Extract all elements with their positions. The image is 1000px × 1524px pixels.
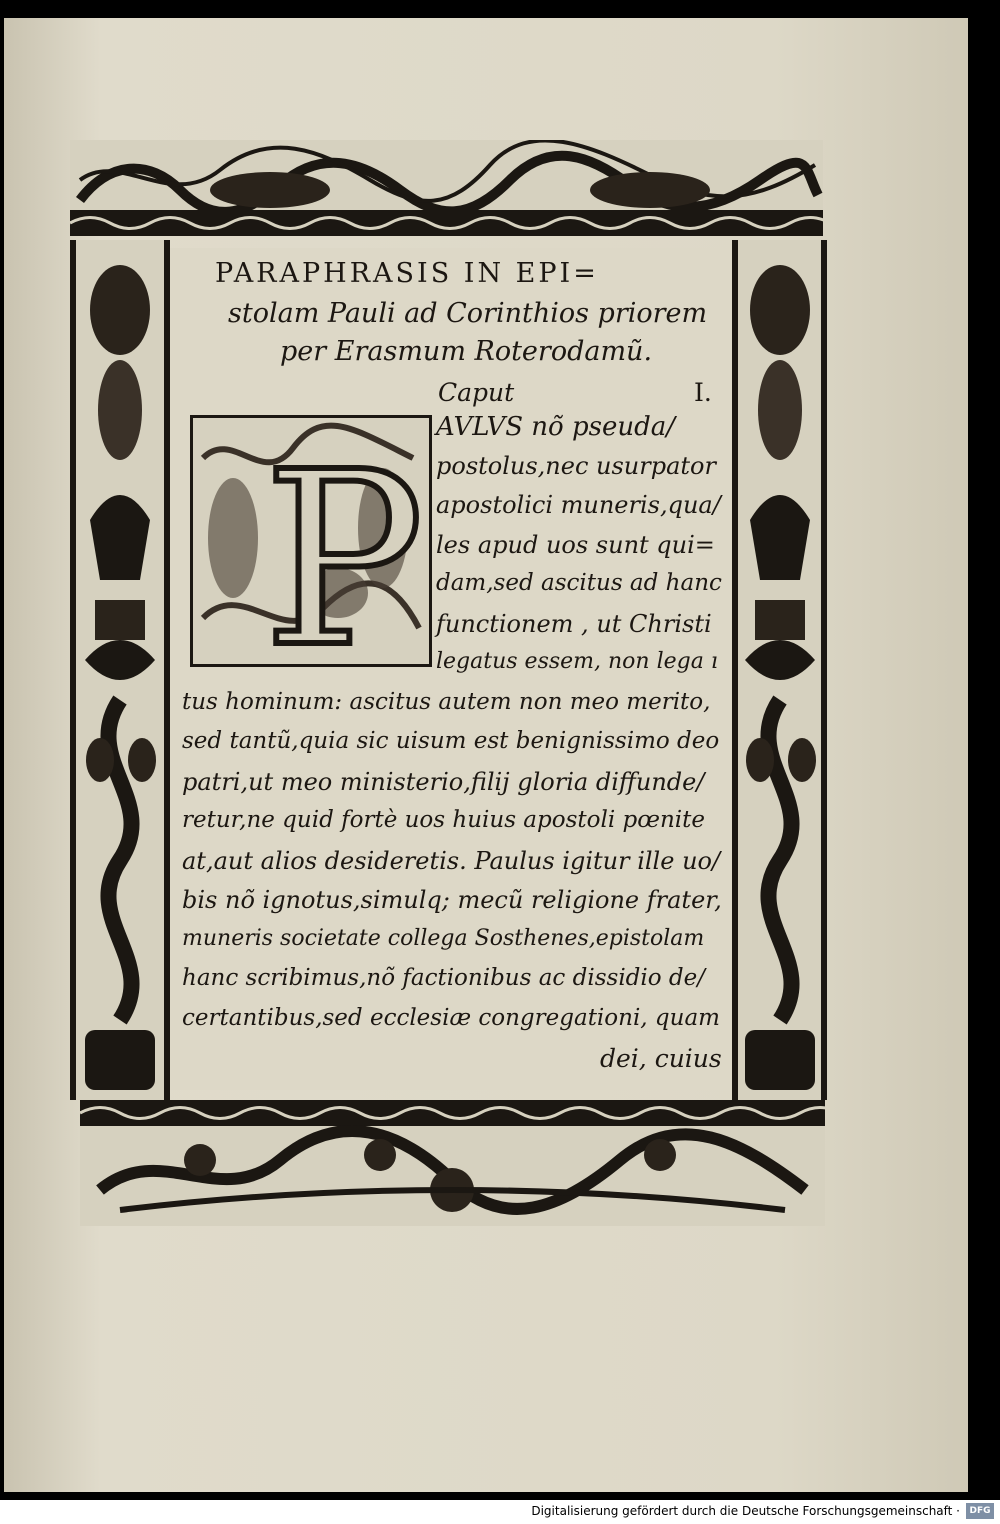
initial-letter-woodcut	[193, 418, 429, 664]
body-line: retur,ne quid fortè uos huius apostoli pœnite	[182, 807, 705, 833]
decorated-initial	[190, 415, 432, 667]
woodcut-right-column	[732, 240, 827, 1100]
funding-note: Digitalisierung gefördert durch die Deutsche Forschungsgemeinschaft ·	[531, 1504, 960, 1518]
woodcut-left-column	[70, 240, 170, 1100]
body-line: functionem , ut Christi	[436, 609, 712, 638]
body-line: legatus essem, non lega ı	[436, 649, 718, 674]
body-line: bis nõ ignotus,simulq; mecũ religione frater,	[182, 886, 722, 914]
body-line: muneris societate collega Sosthenes,epistolam	[182, 925, 705, 951]
dfg-logo: DFG	[966, 1503, 994, 1519]
footer-bar	[0, 1500, 1000, 1524]
chapter-label: Caput	[438, 378, 515, 407]
body-line: certantibus,sed ecclesiæ congregationi, quam	[182, 1004, 720, 1031]
title-line-3: per Erasmum Roterodamũ.	[280, 336, 653, 367]
title-line-1: PARAPHRASIS IN EPI=	[215, 258, 599, 289]
body-line: dam,sed ascitus ad hanc	[436, 570, 722, 596]
body-line: hanc scribimus,nõ factionibus ac dissidio de/	[182, 965, 705, 991]
body-line: tus hominum: ascitus autem non meo merito,	[182, 688, 711, 715]
body-line: les apud uos sunt qui=	[436, 530, 715, 559]
body-line: dei, cuius	[600, 1044, 722, 1073]
woodcut-top-border	[70, 140, 823, 236]
body-line: apostolici muneris,qua/	[436, 491, 721, 519]
initial-letter-glyph: P	[263, 420, 425, 664]
woodcut-bottom-border	[80, 1100, 825, 1226]
body-line: at,aut alios desideretis. Paulus igitur ille uo/	[182, 846, 721, 875]
body-line: sed tantũ,quia sic uisum est benignissimo deo	[182, 728, 720, 754]
title-line-2: stolam Pauli ad Corinthios priorem	[228, 298, 708, 329]
body-line: AVLVS nõ pseuda/	[436, 412, 675, 442]
body-line: patri,ut meo ministerio,filij gloria diffunde/	[182, 767, 705, 796]
body-line: postolus,nec usurpator	[436, 451, 716, 480]
chapter-number: I.	[694, 378, 712, 407]
